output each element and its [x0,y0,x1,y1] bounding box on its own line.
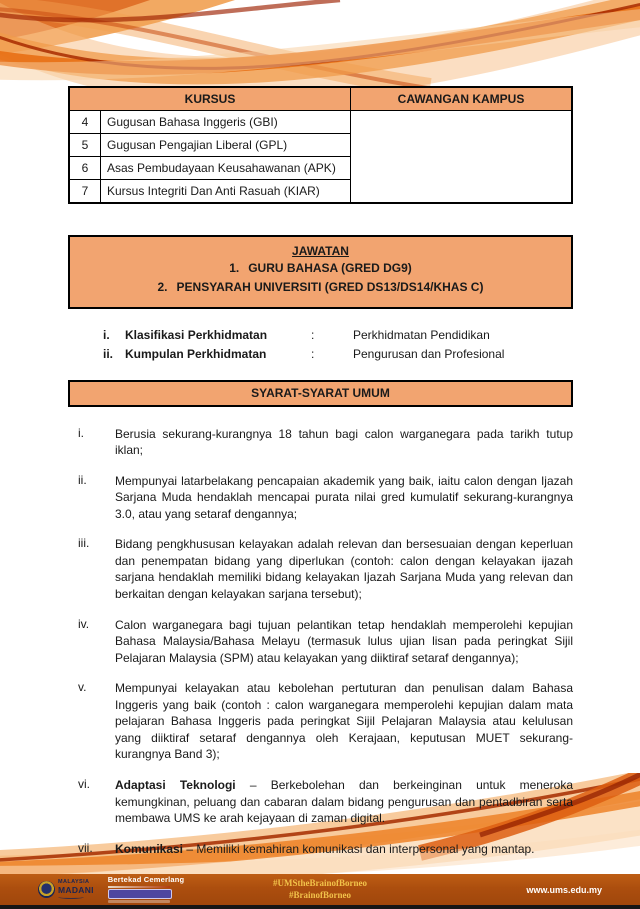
ums-motto-block [108,876,185,903]
course-name: Kursus Integriti Dan Anti Rasuah (KIAR) [101,180,351,204]
top-ribbon-decoration [0,0,640,88]
list-item [68,536,573,602]
course-name: Asas Pembudayaan Keusahawanan (APK) [101,157,351,180]
item-numeral: vii. [78,840,93,855]
badge-subtext-decoration [108,900,170,903]
list-item [68,777,573,827]
position-number: 1. [229,261,240,275]
list-item-text: Mempunyai kelayakan atau kebolehan pertuturan dan penulisan dalam Bahasa Inggeris yang baik (contoh : calon warganegara memperolehi kepujian dalam mata pelajaran Bahasa Inggeris pada peringkat Sijil Pelajaran Malaysia atau kelulusan yang diiktiraf setaraf dengannya oleh Kerajaan, keputusan MUET sekurang-kurangnya Band 3); [115,681,573,762]
item-numeral: iii. [78,536,90,551]
item-bold-leadin: Komunikasi [115,841,184,856]
list-item-text: Komunikasi – Memiliki kemahiran komunikasi dan interpersonal yang mantap. [115,841,535,856]
list-item [68,680,573,763]
row-number: 7 [69,180,101,204]
separator-colon: : [311,347,315,362]
list-item-text: Calon warganegara bagi tujuan pelantikan tetap hendaklah memperolehi kepujian Bahasa Malaysia/Bahasa Melayu (termasuk lulus ujian lisan pada peringkat Sijil Pelajaran Malaysia (SPM) atau kelayakan yang diiktiraf setaraf dengannya); [115,617,573,665]
hashtag-brain-of-borneo: #BrainofBorneo [289,889,351,900]
position-item [78,279,563,296]
list-item-text: Mempunyai latarbelakang pencapaian akademik yang baik, iaitu calon dengan Ijazah Sarjana Muda hendaklah mencapai purata nilai gred kumulatif sekurang-kurangnya 3.0, atau yang setaraf dengannya; [115,473,573,521]
list-item-text: Bidang pengkhususan kelayakan adalah relevan dan bersesuaian dengan keperluan dan penempatan bidang yang diperlukan (contoh: calon dengan kelayakan ijazah sarjana hendaklah memiliki bidang kelayakan Ijazah Sarjana Muda yang relevan dan berkaitan dengan kelayakan sarjana tersebut); [115,537,573,602]
list-item [68,473,573,523]
item-numeral: v. [78,680,87,695]
malaysia-madani-logo [38,880,94,899]
item-numeral: ii. [78,472,87,487]
position-number: 2. [157,280,168,295]
service-info-row [103,326,573,345]
motto-text: Bertekad Cemerlang [107,875,185,885]
table-header-row [69,87,572,111]
syarat-umum-header: SYARAT-SYARAT UMUM [68,380,573,407]
madani-signature-decoration [58,895,84,899]
madani-logo-line2: MADANI [58,884,94,895]
column-header-kursus: KURSUS [69,87,351,111]
row-number: 5 [69,134,101,157]
separator-colon: : [311,327,315,342]
service-info [103,326,573,365]
service-info-row [103,345,573,364]
course-table [68,86,573,204]
document-body [68,86,573,871]
campus-cell-empty [351,111,573,204]
requirements-list [68,426,573,857]
list-item-text: Adaptasi Teknologi – Berkebolehan dan berkeinginan untuk meneroka kemungkinan, peluang dan cabaran dalam bidang pengurusan dan pentadbiran serta membawa UMS ke arah kejayaan di zaman digital. [115,777,573,826]
hashtag-ums-brain-of-borneo: #UMStheBrainofBorneo [273,877,367,888]
position-label: PENSYARAH UNIVERSITI (GRED DS13/DS14/KHAS C) [176,280,484,295]
list-item [68,426,573,459]
item-numeral: ii. [103,347,114,362]
list-item [68,841,573,858]
footer-bar [0,874,640,905]
service-value: Perkhidmatan Pendidikan [353,327,490,342]
item-numeral: i. [103,327,110,342]
item-numeral: i. [78,425,84,440]
position-item [78,260,563,277]
footer-logos [38,876,184,903]
list-item [68,617,573,667]
item-numeral: iv. [78,616,90,631]
madani-logo-line1: MALAYSIA [58,879,90,885]
service-label: Klasifikasi Perkhidmatan [125,327,268,342]
website-url: www.ums.edu.my [526,884,602,895]
service-value: Pengurusan dan Profesional [353,347,505,362]
table-row [69,111,572,134]
list-item-text: Berusia sekurang-kurangnya 18 tahun bagi calon warganegara pada tarikh tutup iklan; [115,426,573,458]
item-bold-leadin: Adaptasi Teknologi [115,777,236,792]
madani-emblem-icon [38,881,55,898]
row-number: 4 [69,111,101,134]
course-name: Gugusan Bahasa Inggeris (GBI) [101,111,351,134]
column-header-cawangan-kampus: CAWANGAN KAMPUS [351,87,573,111]
row-number: 6 [69,157,101,180]
motto-divider-decoration [108,886,170,888]
bottom-black-strip [0,905,640,909]
service-label: Kumpulan Perkhidmatan [125,347,267,362]
accreditation-badge-decoration [108,889,172,899]
jawatan-section [68,235,573,309]
jawatan-title: JAWATAN [292,244,349,258]
position-label: GURU BAHASA (GRED DG9) [248,261,412,275]
course-name: Gugusan Pengajian Liberal (GPL) [101,134,351,157]
item-numeral: vi. [78,776,90,791]
